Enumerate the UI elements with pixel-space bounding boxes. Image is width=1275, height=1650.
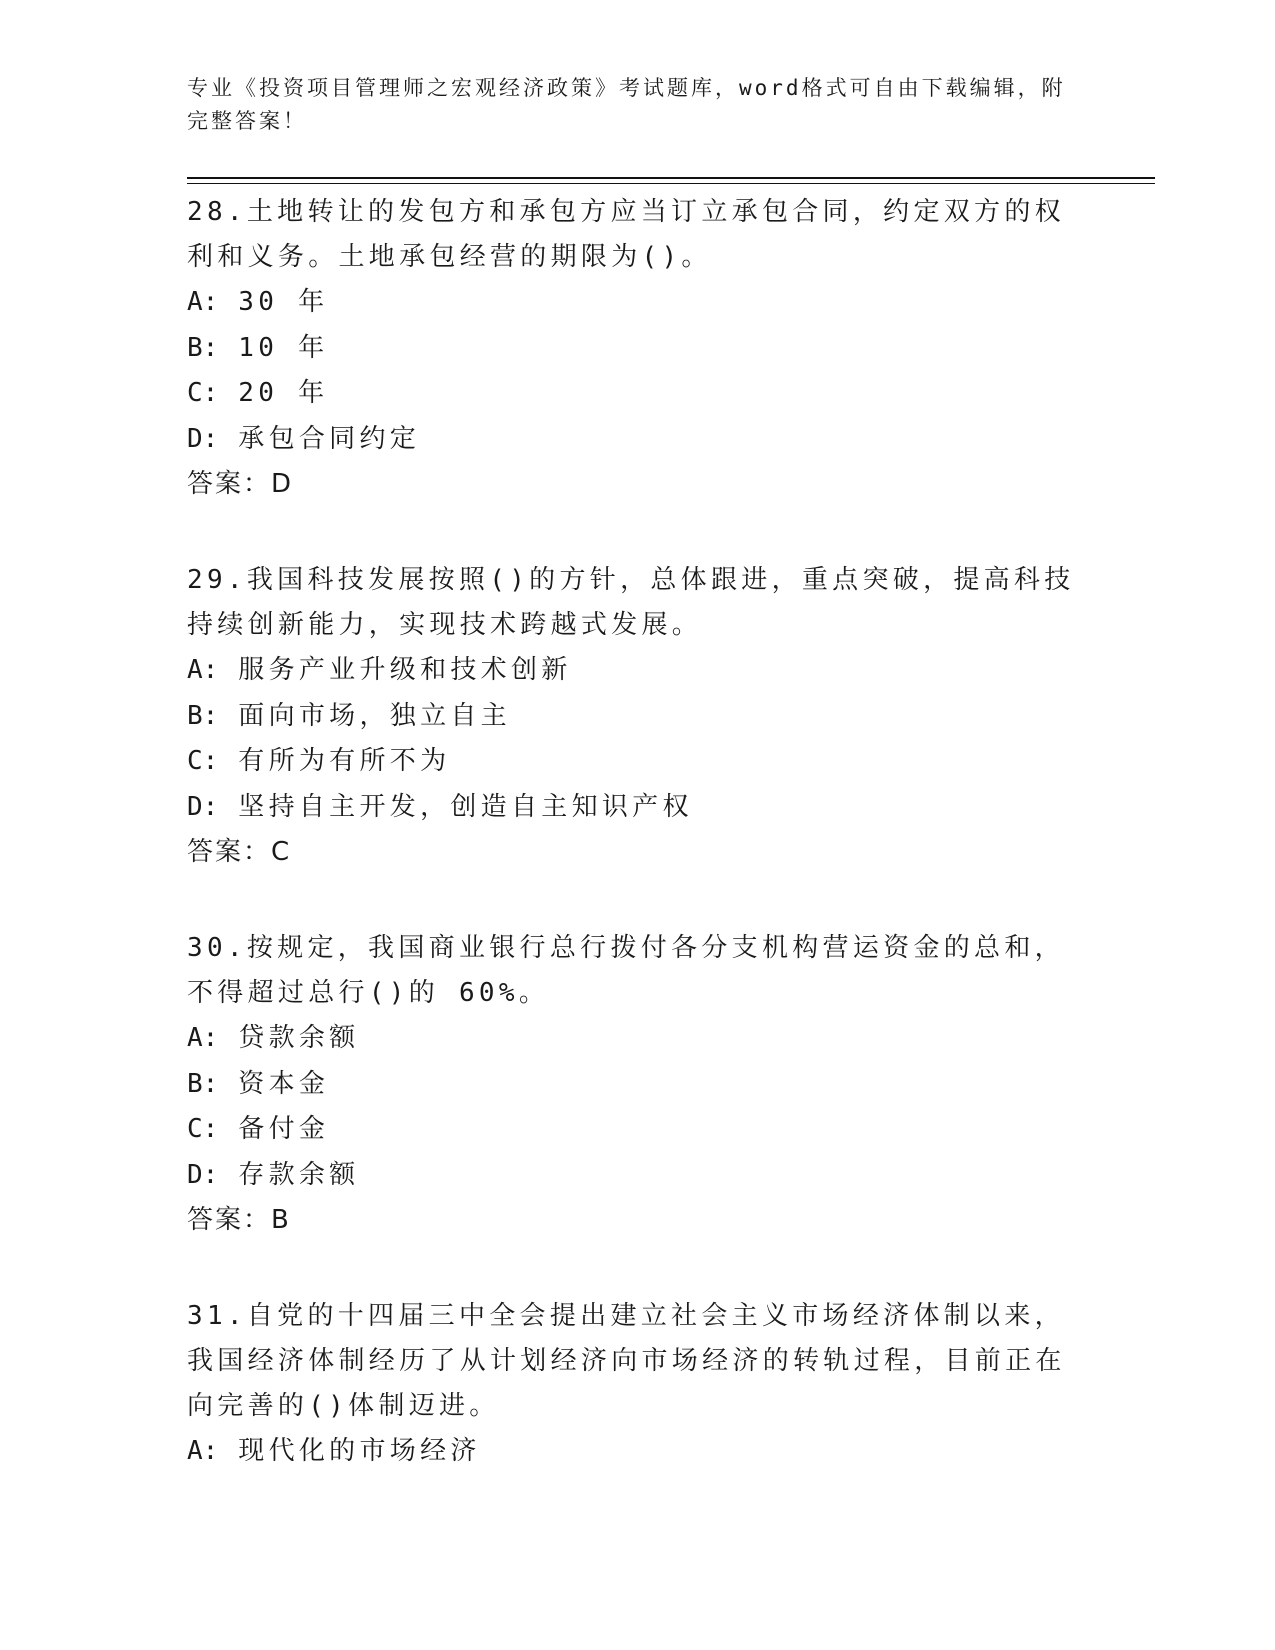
option-letter: A: (187, 287, 219, 317)
option-text: 资本金 (238, 1068, 330, 1099)
option-d (187, 417, 1087, 463)
option-text: 贷款余额 (238, 1023, 360, 1053)
option-letter: A: (187, 655, 219, 685)
option-text: 20 年 (238, 378, 329, 408)
answer-line: 答案：D (187, 469, 294, 499)
question-stem: 28.土地转让的发包方和承包方应当订立承包合同，约定双方的权利和义务。土地承包经营的期限为()。 (187, 197, 1065, 272)
header-divider-thin (187, 183, 1155, 184)
question-stem: 29.我国科技发展按照()的方针，总体跟进，重点突破，提高科技持续创新能力，实现技术跨越式发展。 (187, 565, 1075, 640)
option-letter: B: (187, 700, 219, 731)
header-divider (187, 177, 1155, 179)
option-letter: A: (187, 1436, 219, 1466)
option-d (187, 785, 1087, 831)
question-stem: 30.按规定，我国商业银行总行拨付各分支机构营运资金的总和，不得超过总行()的 60%。 (187, 933, 1065, 1008)
option-letter: C: (187, 746, 219, 776)
question-30 (187, 926, 1087, 1243)
option-text: 10 年 (238, 332, 329, 363)
option-text: 服务产业升级和技术创新 (238, 655, 572, 685)
question-stem: 31.自党的十四届三中全会提出建立社会主义市场经济体制以来，我国经济体制经历了从计划经济向市场经济的转轨过程，目前正在向完善的()体制迈进。 (187, 1301, 1066, 1421)
option-c (187, 739, 1087, 785)
option-letter: D: (187, 1159, 219, 1190)
option-b (187, 326, 1087, 372)
option-letter: A: (187, 1023, 219, 1053)
option-text: 备付金 (238, 1114, 330, 1144)
option-c (187, 1107, 1087, 1153)
option-letter: B: (187, 1068, 219, 1099)
question-28 (187, 190, 1087, 507)
option-text: 有所为有所不为 (238, 746, 451, 776)
option-letter: C: (187, 1114, 219, 1144)
option-c (187, 371, 1087, 417)
option-a (187, 1429, 1087, 1475)
option-letter: B: (187, 332, 219, 363)
option-a (187, 280, 1087, 326)
answer-line: 答案：B (187, 1205, 291, 1235)
option-letter: D: (187, 791, 219, 822)
question-31 (187, 1294, 1087, 1475)
option-letter: C: (187, 378, 219, 408)
option-text: 坚持自主开发，创造自主知识产权 (238, 791, 693, 822)
option-text: 存款余额 (238, 1159, 360, 1190)
question-29 (187, 558, 1087, 875)
option-a (187, 648, 1087, 694)
option-letter: D: (187, 423, 219, 454)
option-a (187, 1016, 1087, 1062)
option-b (187, 694, 1087, 740)
option-b (187, 1062, 1087, 1108)
option-d (187, 1153, 1087, 1199)
option-text: 承包合同约定 (238, 423, 421, 454)
answer-line: 答案：C (187, 837, 292, 867)
question-list (187, 190, 1087, 1526)
document-header: 专业《投资项目管理师之宏观经济政策》考试题库，word格式可自由下载编辑，附完整答案！ (187, 76, 1066, 133)
option-text: 面向市场，独立自主 (238, 700, 511, 731)
option-text: 30 年 (238, 287, 329, 317)
option-text: 现代化的市场经济 (238, 1436, 481, 1466)
